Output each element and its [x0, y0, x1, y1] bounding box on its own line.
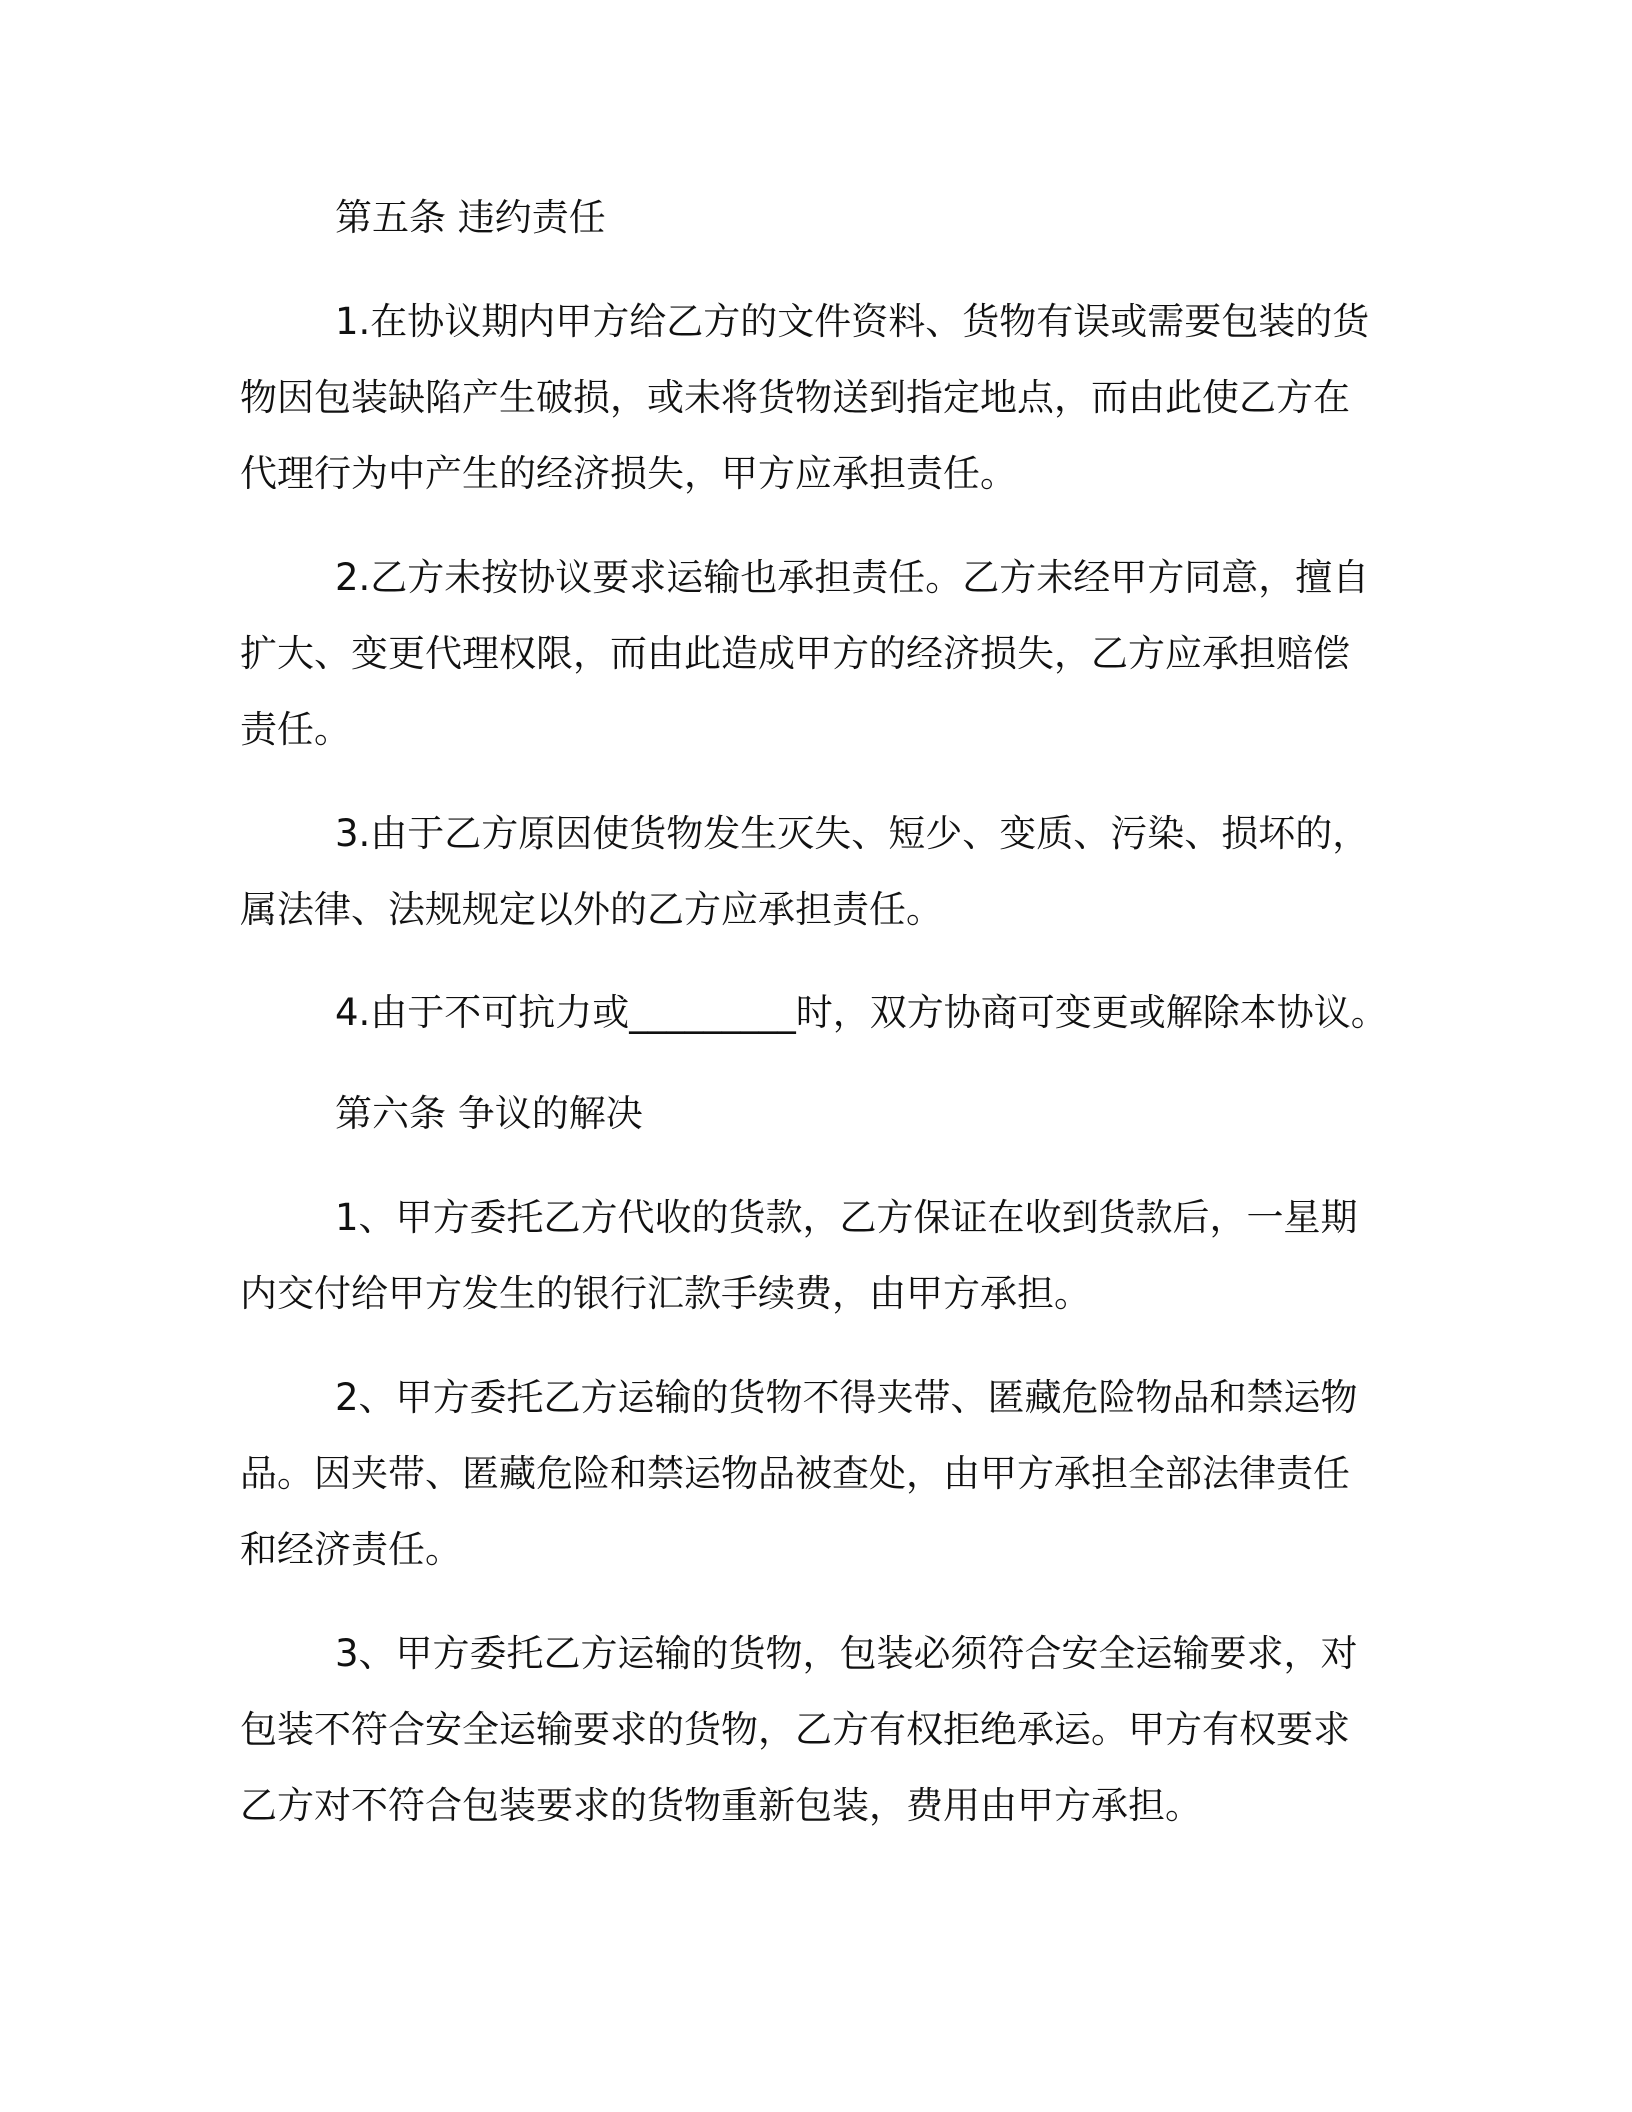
paragraph-line: 品。因夹带、匿藏危险和禁运物品被查处，由甲方承担全部法律责任 — [240, 1452, 1350, 1495]
paragraph-line: 1、甲方委托乙方代收的货款，乙方保证在收到货款后，一星期 — [335, 1196, 1358, 1239]
paragraph-line: 2.乙方未按协议要求运输也承担责任。乙方未经甲方同意，擅自 — [335, 556, 1370, 599]
paragraph-line: 包装不符合安全运输要求的货物，乙方有权拒绝承运。甲方有权要求 — [240, 1708, 1350, 1751]
paragraph-line: 3、甲方委托乙方运输的货物，包装必须符合安全运输要求，对 — [335, 1632, 1358, 1675]
paragraph-line: 4.由于不可抗力或_________时，双方协商可变更或解除本协议。 — [335, 991, 1388, 1034]
paragraph-line: 属法律、法规规定以外的乙方应承担责任。 — [240, 888, 943, 931]
paragraph-line: 责任。 — [240, 708, 351, 751]
paragraph-line: 乙方对不符合包装要求的货物重新包装，费用由甲方承担。 — [240, 1784, 1202, 1827]
paragraph-line: 2、甲方委托乙方运输的货物不得夹带、匿藏危险物品和禁运物 — [335, 1376, 1358, 1419]
paragraph-line: 扩大、变更代理权限，而由此造成甲方的经济损失，乙方应承担赔偿 — [240, 632, 1350, 675]
section-heading-6: 第六条 争议的解决 — [335, 1092, 643, 1135]
paragraph-line: 代理行为中产生的经济损失，甲方应承担责任。 — [240, 452, 1017, 495]
section-heading-5: 第五条 违约责任 — [335, 196, 606, 239]
paragraph-line: 物因包装缺陷产生破损，或未将货物送到指定地点，而由此使乙方在 — [240, 376, 1350, 419]
paragraph-line: 和经济责任。 — [240, 1528, 462, 1571]
paragraph-line: 内交付给甲方发生的银行汇款手续费，由甲方承担。 — [240, 1272, 1091, 1315]
paragraph-line: 3.由于乙方原因使货物发生灭失、短少、变质、污染、损坏的， — [335, 812, 1370, 855]
paragraph-line: 1.在协议期内甲方给乙方的文件资料、货物有误或需要包装的货 — [335, 300, 1370, 343]
